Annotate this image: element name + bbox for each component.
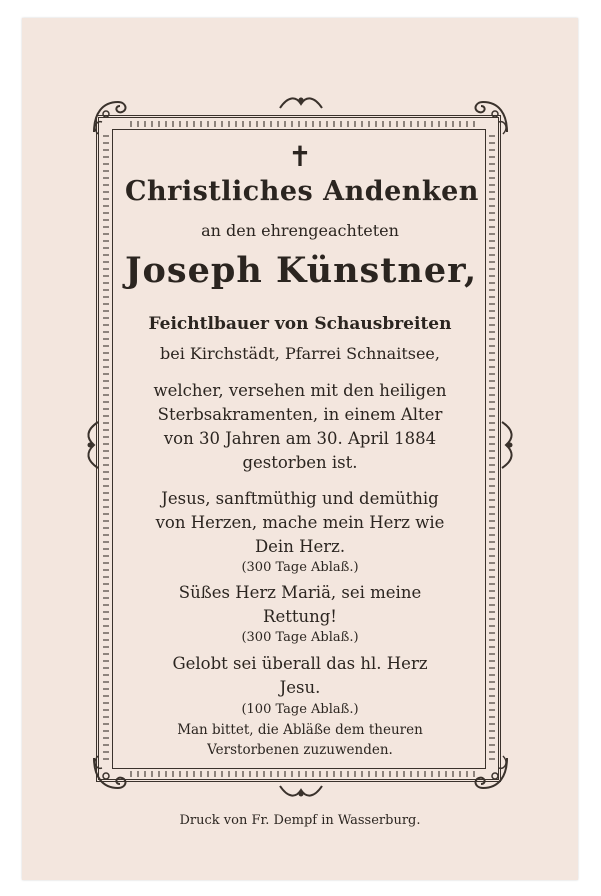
prayer-line: Jesus, sanftmüthig und demüthig xyxy=(161,489,439,508)
death-text-line: welcher, versehen mit den heiligen xyxy=(153,381,447,400)
top-border-band xyxy=(130,121,480,127)
death-text-line: gestorben ist. xyxy=(242,453,358,472)
indulgence-note: (300 Tage Ablaß.) xyxy=(241,560,359,575)
card-subheading: an den ehrengeachteten xyxy=(201,221,399,240)
bottom-border-band xyxy=(130,771,480,777)
left-center-scroll-ornament xyxy=(84,420,102,470)
top-left-scroll-ornament xyxy=(88,94,132,138)
deceased-name: Joseph Künstner, xyxy=(125,250,478,291)
prayer-line: Dein Herz. xyxy=(254,537,346,556)
death-text-line: von 30 Jahren am 30. April 1884 xyxy=(163,429,437,448)
indulgence-note: (100 Tage Ablaß.) xyxy=(241,702,359,717)
death-text-line: Sterbsakramenten, in einem Alter xyxy=(157,405,443,424)
top-center-scroll-ornament xyxy=(278,94,324,112)
left-border-band xyxy=(103,135,109,761)
deceased-place: bei Kirchstädt, Pfarrei Schnaitsee, xyxy=(160,344,440,363)
bottom-center-scroll-ornament xyxy=(278,782,324,800)
prayer-line: von Herzen, mache mein Herz wie xyxy=(155,513,445,532)
right-border-band xyxy=(489,135,495,761)
right-center-scroll-ornament xyxy=(498,420,516,470)
deceased-occupation: Feichtlbauer von Schausbreiten xyxy=(148,314,452,334)
prayer-line: Gelobt sei überall das hl. Herz xyxy=(172,654,428,673)
prayer-line: Süßes Herz Mariä, sei meine xyxy=(178,583,422,602)
request-line: Man bittet, die Abläße dem theuren xyxy=(177,722,423,738)
bottom-right-scroll-ornament xyxy=(469,752,513,796)
cross-icon: ✝ xyxy=(288,140,312,173)
request-line: Verstorbenen zuzuwenden. xyxy=(207,742,393,758)
printer-credit: Druck von Fr. Dempf in Wasserburg. xyxy=(179,813,421,828)
prayer-line: Jesu. xyxy=(279,678,321,697)
card-heading: Christliches Andenken xyxy=(125,176,479,207)
prayer-line: Rettung! xyxy=(263,607,337,626)
indulgence-note: (300 Tage Ablaß.) xyxy=(241,630,359,645)
bottom-left-scroll-ornament xyxy=(88,752,132,796)
top-right-scroll-ornament xyxy=(469,94,513,138)
